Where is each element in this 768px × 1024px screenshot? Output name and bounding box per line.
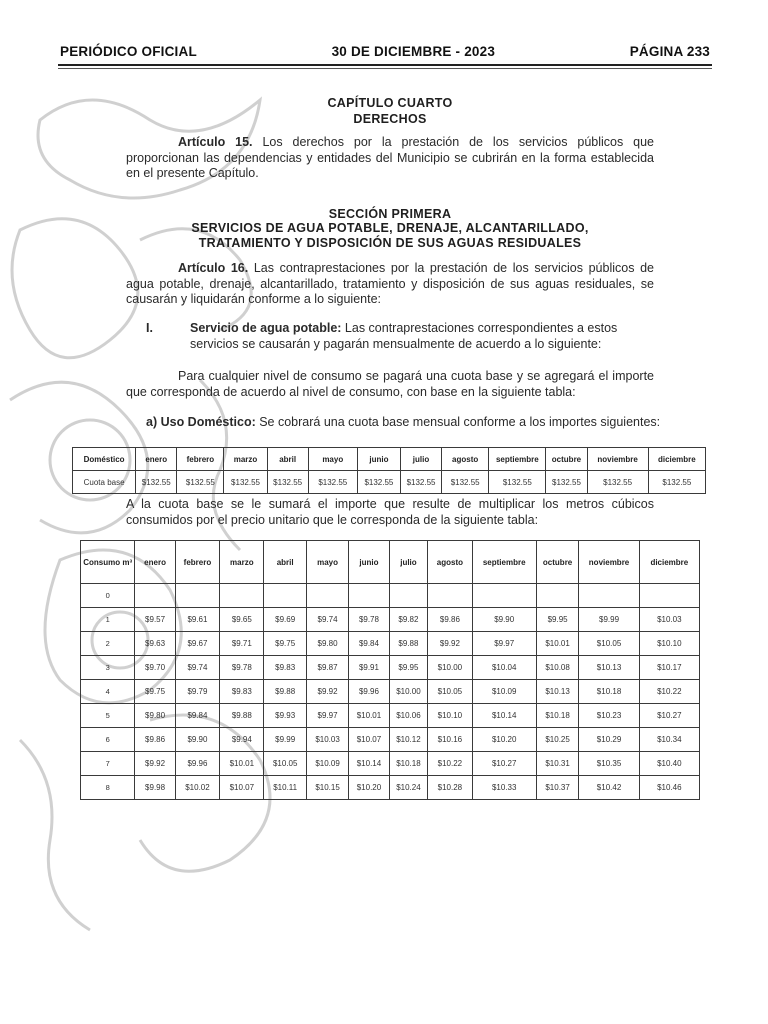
consumo-cell: $10.12 <box>389 728 428 752</box>
header-rule-thin <box>58 68 712 69</box>
consumo-cell: $10.18 <box>536 704 579 728</box>
consumo-header-cell: septiembre <box>472 541 536 584</box>
consumo-cell: $9.88 <box>264 680 306 704</box>
consumo-cell: $10.07 <box>349 728 389 752</box>
consumo-cell <box>428 584 472 608</box>
consumo-cell: $10.37 <box>536 776 579 800</box>
consumo-cell: $9.96 <box>175 752 219 776</box>
consumo-cell <box>639 584 699 608</box>
consumo-cell: $9.86 <box>428 608 472 632</box>
consumo-cell <box>135 584 175 608</box>
consumo-cell: $9.90 <box>175 728 219 752</box>
consumo-cell: $10.16 <box>428 728 472 752</box>
cuota-base-cell: $132.55 <box>267 471 308 494</box>
cuota-base-cell: $132.55 <box>136 471 177 494</box>
consumo-cell: $10.07 <box>220 776 264 800</box>
consumo-cell: $10.35 <box>579 752 639 776</box>
article-16-paragraph <box>126 261 654 308</box>
consumo-row <box>81 776 700 800</box>
consumo-cell: $10.40 <box>639 752 699 776</box>
consumo-cell: $10.10 <box>639 632 699 656</box>
consumo-cell: $9.99 <box>579 608 639 632</box>
consumo-cell: 0 <box>81 584 135 608</box>
consumo-cell: $10.01 <box>220 752 264 776</box>
suma-paragraph: A la cuota base se le sumará el importe que resulte de multiplicar los metros cúbicos consumidos por el precio unitario que le corresponda de la siguiente tabla: <box>126 497 654 527</box>
consumo-cell <box>306 584 348 608</box>
consumo-row <box>81 656 700 680</box>
consumo-row <box>81 752 700 776</box>
consumo-row <box>81 632 700 656</box>
item-1-label: Servicio de agua potable: <box>190 321 342 335</box>
consumo-header-cell: diciembre <box>639 541 699 584</box>
consumo-cell: $9.78 <box>220 656 264 680</box>
consumo-cell: $10.06 <box>389 704 428 728</box>
consumo-header-cell: agosto <box>428 541 472 584</box>
cuota-base-cell: $132.55 <box>224 471 267 494</box>
consumo-cell <box>579 584 639 608</box>
header-page-number: PÁGINA 233 <box>629 43 710 59</box>
consumo-header-cell: Consumo m³ <box>81 541 135 584</box>
consumo-cell: $10.01 <box>536 632 579 656</box>
consumo-cell: $9.84 <box>349 632 389 656</box>
consumo-cell: $9.61 <box>175 608 219 632</box>
article-16-label: Artículo 16. <box>178 261 249 275</box>
consumo-cell: $9.92 <box>135 752 175 776</box>
item-numeral: I. <box>146 321 153 335</box>
cuota-base-header-cell: Doméstico <box>73 448 136 471</box>
item-a-label: a) Uso Doméstico: <box>146 415 256 429</box>
consumo-cell <box>472 584 536 608</box>
article-15-label: Artículo 15. <box>178 135 253 149</box>
article-16-text: Las contraprestaciones por la prestación de los servicios públicos de agua potable, drenaje, alcantarillado, tratamiento y disposición de sus aguas residuales, se causarán y liquidarán conforme a lo siguiente: <box>126 261 654 306</box>
consumo-cell: $10.13 <box>536 680 579 704</box>
consumo-cell: $9.97 <box>306 704 348 728</box>
section-subtitle-line2: TRATAMIENTO Y DISPOSICIÓN DE SUS AGUAS RESIDUALES <box>198 236 582 250</box>
consumo-cell: $10.25 <box>536 728 579 752</box>
header-date: 30 DE DICIEMBRE - 2023 <box>331 43 496 59</box>
consumo-cell: $9.65 <box>220 608 264 632</box>
consumo-cell: $10.28 <box>428 776 472 800</box>
item-a-paragraph <box>146 415 678 431</box>
consumo-cell: $9.75 <box>264 632 306 656</box>
consumo-header-cell: marzo <box>220 541 264 584</box>
consumo-cell: $9.74 <box>306 608 348 632</box>
consumo-cell: $9.97 <box>472 632 536 656</box>
consumo-table-header <box>81 541 700 584</box>
consumo-cell: $9.99 <box>264 728 306 752</box>
cuota-base-cell: $132.55 <box>648 471 705 494</box>
consumo-row <box>81 704 700 728</box>
cuota-base-row <box>73 471 706 494</box>
consumo-cell: $9.88 <box>220 704 264 728</box>
consumo-cell: $9.75 <box>135 680 175 704</box>
cuota-base-header-cell: marzo <box>224 448 267 471</box>
consumo-cell: $10.00 <box>389 680 428 704</box>
consumo-cell: $10.05 <box>428 680 472 704</box>
consumo-cell: $9.95 <box>536 608 579 632</box>
consumo-cell: $10.01 <box>349 704 389 728</box>
consumo-cell: $10.29 <box>579 728 639 752</box>
cuota-base-cell: $132.55 <box>442 471 489 494</box>
header-rule <box>58 64 712 66</box>
consumo-header-cell: mayo <box>306 541 348 584</box>
consumo-cell: 6 <box>81 728 135 752</box>
consumo-cell: $9.95 <box>389 656 428 680</box>
consumo-cell <box>175 584 219 608</box>
consumo-cell: $9.86 <box>135 728 175 752</box>
consumo-cell: $10.31 <box>536 752 579 776</box>
consumo-cell: $9.92 <box>306 680 348 704</box>
consumo-cell <box>536 584 579 608</box>
consumo-cell: $10.24 <box>389 776 428 800</box>
consumo-cell: 3 <box>81 656 135 680</box>
consumo-cell: $9.80 <box>135 704 175 728</box>
consumo-cell: $9.83 <box>264 656 306 680</box>
consumo-cell: $10.22 <box>428 752 472 776</box>
consumo-header-cell: julio <box>389 541 428 584</box>
consumo-cell: $10.18 <box>579 680 639 704</box>
consumo-header-cell: abril <box>264 541 306 584</box>
consumo-cell: $9.74 <box>175 656 219 680</box>
item-1-text: Las contraprestaciones correspondientes a estos servicios se causarán y pagarán mensualmente de acuerdo a lo siguiente: <box>190 321 618 351</box>
section-subtitle-line1: SERVICIOS DE AGUA POTABLE, DRENAJE, ALCANTARILLADO, <box>191 221 589 235</box>
cuota-base-header-cell: noviembre <box>587 448 648 471</box>
consumo-cell: $10.15 <box>306 776 348 800</box>
article-15-text: Los derechos por la prestación de los servicios públicos que proporcionan las dependencias y entidades del Municipio se cubrirán en la forma establecida en el presente Capítulo. <box>126 135 654 180</box>
consumo-cell <box>264 584 306 608</box>
consumo-cell: $10.18 <box>389 752 428 776</box>
consumo-cell: $10.03 <box>639 608 699 632</box>
cuota-base-table <box>72 447 706 494</box>
consumo-cell: 8 <box>81 776 135 800</box>
cuota-base-table-header <box>73 448 706 471</box>
consumo-cell: $9.78 <box>349 608 389 632</box>
consumo-cell: $10.04 <box>472 656 536 680</box>
consumo-cell: $10.00 <box>428 656 472 680</box>
consumo-cell: $9.84 <box>175 704 219 728</box>
consumo-row <box>81 584 700 608</box>
consumo-cell: 4 <box>81 680 135 704</box>
consumo-header-cell: noviembre <box>579 541 639 584</box>
consumo-cell: $10.05 <box>264 752 306 776</box>
consumo-cell: $9.88 <box>389 632 428 656</box>
consumo-header-cell: junio <box>349 541 389 584</box>
consumo-table <box>80 540 700 800</box>
consumo-cell: $9.57 <box>135 608 175 632</box>
consumo-cell: $10.46 <box>639 776 699 800</box>
consumo-cell: $9.87 <box>306 656 348 680</box>
consumo-cell: 1 <box>81 608 135 632</box>
consumo-cell: $9.93 <box>264 704 306 728</box>
consumo-cell: $10.20 <box>349 776 389 800</box>
consumo-cell: $10.17 <box>639 656 699 680</box>
consumo-row <box>81 680 700 704</box>
consumo-cell <box>389 584 428 608</box>
consumo-cell: $9.71 <box>220 632 264 656</box>
consumo-cell: $10.02 <box>175 776 219 800</box>
consumo-header-cell: enero <box>135 541 175 584</box>
consumo-cell: $10.11 <box>264 776 306 800</box>
section-title: SECCIÓN PRIMERA <box>328 207 452 221</box>
cuota-base-header-cell: agosto <box>442 448 489 471</box>
page-header <box>60 40 710 62</box>
consumo-cell: 7 <box>81 752 135 776</box>
cuota-base-header-cell: junio <box>357 448 400 471</box>
consumo-cell: $10.14 <box>472 704 536 728</box>
consumo-cell: 2 <box>81 632 135 656</box>
item-a-text: Se cobrará una cuota base mensual conforme a los importes siguientes: <box>255 415 661 429</box>
consumo-cell: $9.90 <box>472 608 536 632</box>
article-15-paragraph <box>126 135 654 182</box>
cuota-base-header-cell: diciembre <box>648 448 705 471</box>
consumo-cell: $9.80 <box>306 632 348 656</box>
cuota-paragraph: Para cualquier nivel de consumo se pagará una cuota base y se agregará el importe que corresponda de acuerdo al nivel de consumo, con base en la siguiente tabla: <box>126 369 654 399</box>
item-1-paragraph <box>190 321 654 352</box>
consumo-header-cell: febrero <box>175 541 219 584</box>
consumo-cell: 5 <box>81 704 135 728</box>
consumo-cell: $9.92 <box>428 632 472 656</box>
consumo-cell: $9.91 <box>349 656 389 680</box>
consumo-cell: $9.63 <box>135 632 175 656</box>
consumo-cell: $9.96 <box>349 680 389 704</box>
consumo-row <box>81 608 700 632</box>
consumo-cell <box>349 584 389 608</box>
cuota-base-header-cell: septiembre <box>489 448 546 471</box>
consumo-cell: $10.08 <box>536 656 579 680</box>
consumo-cell: $9.67 <box>175 632 219 656</box>
consumo-cell: $10.23 <box>579 704 639 728</box>
chapter-title: CAPÍTULO CUARTO <box>327 96 453 110</box>
consumo-cell: $9.79 <box>175 680 219 704</box>
consumo-cell: $10.42 <box>579 776 639 800</box>
cuota-base-header-cell: mayo <box>308 448 357 471</box>
cuota-base-header-cell: julio <box>400 448 441 471</box>
consumo-cell: $10.27 <box>472 752 536 776</box>
cuota-base-cell: $132.55 <box>357 471 400 494</box>
consumo-cell: $10.34 <box>639 728 699 752</box>
consumo-row <box>81 728 700 752</box>
cuota-base-header-cell: febrero <box>177 448 224 471</box>
cuota-base-cell: $132.55 <box>587 471 648 494</box>
consumo-cell: $10.05 <box>579 632 639 656</box>
consumo-cell: $10.09 <box>472 680 536 704</box>
consumo-cell: $10.27 <box>639 704 699 728</box>
consumo-cell: $10.20 <box>472 728 536 752</box>
chapter-subtitle: DERECHOS <box>353 112 427 126</box>
consumo-cell: $10.03 <box>306 728 348 752</box>
consumo-cell: $9.69 <box>264 608 306 632</box>
cuota-base-cell: Cuota base <box>73 471 136 494</box>
consumo-cell: $9.94 <box>220 728 264 752</box>
consumo-cell: $10.14 <box>349 752 389 776</box>
cuota-base-cell: $132.55 <box>177 471 224 494</box>
consumo-cell: $9.70 <box>135 656 175 680</box>
cuota-base-cell: $132.55 <box>400 471 441 494</box>
consumo-header-cell: octubre <box>536 541 579 584</box>
cuota-base-cell: $132.55 <box>308 471 357 494</box>
consumo-cell: $10.13 <box>579 656 639 680</box>
consumo-cell: $9.98 <box>135 776 175 800</box>
consumo-cell: $10.33 <box>472 776 536 800</box>
header-publication: PERIÓDICO OFICIAL <box>60 43 197 59</box>
consumo-cell: $10.09 <box>306 752 348 776</box>
cuota-base-header-cell: abril <box>267 448 308 471</box>
consumo-cell: $9.83 <box>220 680 264 704</box>
cuota-base-cell: $132.55 <box>489 471 546 494</box>
consumo-cell: $10.10 <box>428 704 472 728</box>
consumo-cell: $9.82 <box>389 608 428 632</box>
cuota-base-cell: $132.55 <box>546 471 587 494</box>
cuota-base-header-cell: enero <box>136 448 177 471</box>
consumo-cell: $10.22 <box>639 680 699 704</box>
cuota-base-header-cell: octubre <box>546 448 587 471</box>
consumo-cell <box>220 584 264 608</box>
